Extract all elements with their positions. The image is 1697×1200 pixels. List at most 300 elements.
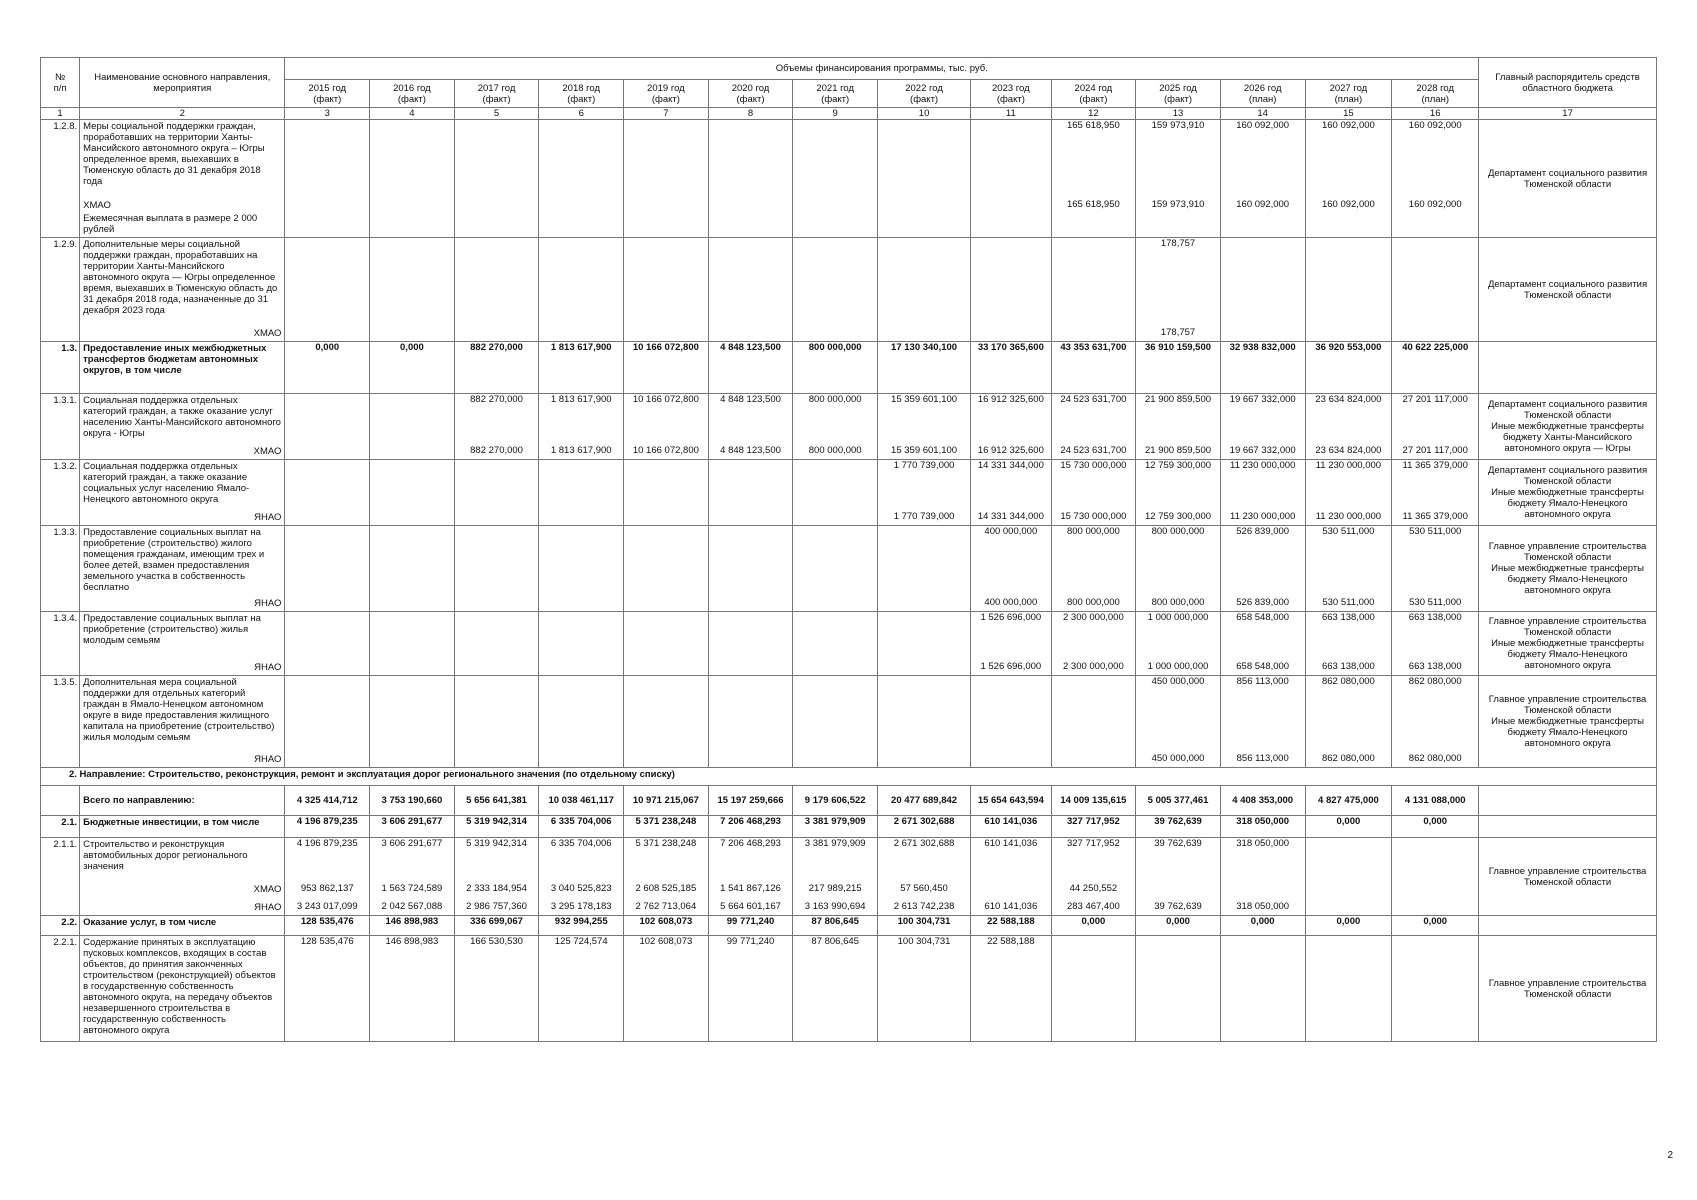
value-cell	[1392, 342, 1479, 394]
department-label: Департамент социального развития Тюменской области Иные межбюджетные трансферты бюджету Ханты-Мансийского автономного округа — Югры	[1487, 399, 1648, 454]
value-total: 4 325 414,712	[296, 795, 358, 806]
year-label: 2021 год (факт)	[816, 82, 855, 105]
value-hmao: 953 862,137	[300, 883, 354, 894]
value-cell	[1051, 342, 1136, 394]
value-region: 160 092,000	[1321, 199, 1375, 210]
column-number	[1220, 108, 1305, 120]
value-total: 10 166 072,800	[632, 342, 699, 353]
department-cell	[1479, 526, 1657, 612]
department-label: Главное управление строительства Тюменской области Иные межбюджетные трансферты бюджету Ямало-Ненецкого автономного округа	[1488, 541, 1647, 596]
value-cell	[1220, 612, 1305, 676]
year-label: 2018 год (факт)	[562, 82, 601, 105]
value-total: 11 365 379,000	[1402, 460, 1468, 471]
value-region: 15 730 000,000	[1060, 511, 1127, 522]
value-cell	[971, 936, 1051, 1042]
value-total: 2 671 302,688	[893, 816, 955, 827]
value-region: 178,757	[1160, 327, 1196, 338]
value-total: 663 138,000	[1321, 612, 1375, 623]
value-cell	[624, 936, 709, 1042]
value-cell	[1220, 460, 1305, 526]
year-label: 2020 год (факт)	[731, 82, 770, 105]
table-row	[41, 342, 1657, 394]
table-row	[41, 676, 1657, 768]
value-cell	[1305, 916, 1392, 936]
value-region: 14 331 344,000	[977, 511, 1044, 522]
value-region: 23 634 824,000	[1315, 445, 1382, 456]
value-total: 10 971 215,067	[632, 795, 699, 806]
item-number-label: 2.1.1.	[53, 839, 78, 850]
value-cell	[1305, 460, 1392, 526]
value-cell	[971, 342, 1051, 394]
value-total: 100 304,731	[897, 916, 951, 927]
value-total: 100 304,731	[897, 936, 951, 947]
value-cell	[971, 676, 1051, 768]
item-name	[80, 786, 285, 816]
value-total: 0,000	[1336, 816, 1361, 827]
name-header	[80, 58, 285, 108]
value-cell	[370, 342, 455, 394]
value-region: 1 526 696,000	[980, 661, 1042, 672]
value-yanao: 2 042 567,088	[381, 901, 443, 912]
value-total: 36 920 553,000	[1315, 342, 1382, 353]
value-total: 400 000,000	[984, 526, 1038, 537]
column-number-label: 16	[1429, 108, 1441, 119]
table-row	[41, 816, 1657, 838]
value-total: 4 848 123,500	[720, 342, 781, 353]
value-cell	[878, 786, 971, 816]
value-cell	[454, 786, 539, 816]
value-cell	[793, 786, 878, 816]
value-region: 1 000 000,000	[1147, 661, 1209, 672]
value-yanao: 3 295 178,183	[550, 901, 612, 912]
value-total: 146 898,983	[385, 916, 439, 927]
item-name-label: Социальная поддержка отдельных категорий граждан, а также оказание социальных услуг населению Ямало-Ненецкого автономного округа	[83, 461, 250, 505]
value-region: 658 548,000	[1236, 661, 1290, 672]
year-header	[1392, 80, 1479, 108]
value-yanao: 2 762 713,064	[635, 901, 697, 912]
department-label: Главное управление строительства Тюменской области	[1488, 865, 1647, 888]
value-total: 102 608,073	[639, 916, 693, 927]
item-name-label: Содержание принятых в эксплуатацию пусковых комплексов, входящих в состав объектов, до принятия законченных строительством (реконструкцией) объектов в государственную собственность автономного округа, на передачу объектов незавершенного строительства в государственную собственность автономного округа	[83, 937, 276, 1036]
item-number	[41, 786, 80, 816]
value-total: 800 000,000	[1066, 526, 1120, 537]
value-total: 862 080,000	[1408, 676, 1462, 687]
value-total: 1 770 739,000	[893, 460, 955, 471]
value-yanao: 318 050,000	[1236, 901, 1290, 912]
region-label: ЯНАО	[254, 512, 282, 523]
item-number-label: 2.2.	[61, 917, 78, 928]
item-number	[41, 120, 80, 238]
value-total: 6 335 704,006	[550, 838, 612, 849]
value-hmao: 2 333 184,954	[466, 883, 527, 894]
value-cell	[1392, 838, 1479, 916]
item-number-label: 1.3.2.	[53, 461, 78, 472]
department-label: Департамент социального развития Тюменской области Иные межбюджетные трансферты бюджету Ямало-Ненецкого автономного округа	[1487, 465, 1648, 520]
value-total: 16 912 325,600	[977, 394, 1044, 405]
value-cell	[285, 676, 370, 768]
department-cell	[1479, 342, 1657, 394]
item-name-label: Предоставление социальных выплат на приобретение (строительство) жилого помещения гражданам, имеющим трех и более детей, взамен предоставления земельного участка в собственность бесплатно	[83, 527, 265, 593]
value-total: 2 671 302,688	[893, 838, 955, 849]
value-cell	[708, 676, 793, 768]
value-total: 15 359 601,100	[891, 394, 958, 405]
value-cell	[624, 394, 709, 460]
value-yanao: 39 762,639	[1154, 901, 1202, 912]
column-number-label: 17	[1562, 108, 1573, 119]
value-cell	[285, 238, 370, 342]
value-region: 800 000,000	[1151, 597, 1205, 608]
item-name-label: Бюджетные инвестиции, в том числе	[83, 817, 260, 828]
value-cell	[1305, 786, 1392, 816]
value-cell	[285, 460, 370, 526]
value-hmao: 2 608 525,185	[635, 883, 697, 894]
value-cell	[624, 238, 709, 342]
value-total: 14 331 344,000	[977, 460, 1044, 471]
value-cell	[370, 916, 455, 936]
value-total: 327 717,952	[1066, 838, 1120, 849]
value-region: 450 000,000	[1151, 753, 1205, 764]
year-label: 2022 год (факт)	[905, 82, 943, 105]
value-cell	[878, 460, 971, 526]
value-total: 178,757	[1160, 238, 1196, 249]
value-cell	[708, 838, 793, 916]
value-total: 4 848 123,500	[720, 394, 781, 405]
value-cell	[1220, 526, 1305, 612]
value-cell	[624, 916, 709, 936]
value-region: 4 848 123,500	[720, 445, 781, 456]
value-total: 40 622 225,000	[1402, 342, 1469, 353]
value-total: 15 654 643,594	[977, 795, 1044, 806]
table-row	[41, 936, 1657, 1042]
value-cell	[793, 838, 878, 916]
value-cell	[1392, 394, 1479, 460]
value-cell	[624, 460, 709, 526]
value-cell	[793, 612, 878, 676]
value-total: 610 141,036	[984, 838, 1038, 849]
value-cell	[878, 526, 971, 612]
column-number-label: 6	[578, 108, 584, 119]
value-total: 3 606 291,677	[381, 816, 443, 827]
value-cell	[1136, 612, 1221, 676]
value-cell	[1136, 526, 1221, 612]
table-row	[41, 394, 1657, 460]
item-number-label: 1.3.1.	[53, 395, 78, 406]
value-total: 3 606 291,677	[381, 838, 443, 849]
value-hmao: 1 563 724,589	[381, 883, 443, 894]
funding-table	[40, 57, 1657, 1042]
column-number-label: 7	[663, 108, 669, 119]
value-cell	[624, 786, 709, 816]
value-total: 160 092,000	[1321, 120, 1375, 131]
year-header	[793, 80, 878, 108]
value-cell	[370, 786, 455, 816]
value-total: 22 588,188	[987, 916, 1035, 927]
value-total: 9 179 606,522	[804, 795, 866, 806]
value-total: 99 771,240	[726, 916, 775, 927]
value-total: 4 827 475,000	[1318, 795, 1379, 806]
column-number	[971, 108, 1051, 120]
value-cell	[454, 394, 539, 460]
department-cell	[1479, 786, 1657, 816]
value-cell	[1136, 816, 1221, 838]
item-name	[80, 916, 285, 936]
table-row	[41, 786, 1657, 816]
value-cell	[1136, 120, 1221, 238]
item-name	[80, 526, 285, 612]
value-cell	[624, 526, 709, 612]
value-cell	[1136, 394, 1221, 460]
value-cell	[1305, 816, 1392, 838]
column-number	[539, 108, 624, 120]
item-name	[80, 816, 285, 838]
value-total: 11 230 000,000	[1230, 460, 1296, 471]
value-cell	[708, 342, 793, 394]
item-number	[41, 342, 80, 394]
value-cell	[1051, 120, 1136, 238]
column-number	[1392, 108, 1479, 120]
value-cell	[971, 816, 1051, 838]
value-cell	[1392, 786, 1479, 816]
item-name-label: Строительство и реконструкция автомобильных дорог регионального значения	[83, 839, 248, 872]
value-total: 862 080,000	[1321, 676, 1375, 687]
value-total: 0,000	[1166, 916, 1190, 927]
value-cell	[1136, 838, 1221, 916]
column-number-label: 13	[1172, 108, 1184, 119]
item-number-label: 1.2.9.	[53, 239, 78, 250]
value-region: 12 759 300,000	[1145, 511, 1212, 522]
value-cell	[1220, 120, 1305, 238]
value-region: 160 092,000	[1236, 199, 1290, 210]
value-cell	[1051, 786, 1136, 816]
value-cell	[539, 526, 624, 612]
value-hmao: 57 560,450	[900, 883, 948, 894]
value-cell	[1220, 676, 1305, 768]
item-number	[41, 612, 80, 676]
department-label: Главное управление строительства Тюменской области Иные межбюджетные трансферты бюджету Ямало-Ненецкого автономного округа	[1488, 694, 1647, 749]
name-label: Наименование основного направления, мероприятия	[94, 71, 271, 94]
value-cell	[1305, 238, 1392, 342]
value-cell	[1305, 526, 1392, 612]
value-cell	[370, 460, 455, 526]
value-cell	[1136, 786, 1221, 816]
value-total: 10 038 461,117	[548, 795, 614, 806]
value-cell	[285, 838, 370, 916]
value-cell	[539, 936, 624, 1042]
value-total: 87 806,645	[811, 916, 859, 927]
value-cell	[1392, 676, 1479, 768]
value-total: 932 994,255	[554, 916, 608, 927]
value-cell	[971, 238, 1051, 342]
item-number	[41, 526, 80, 612]
value-region: 1 813 617,900	[550, 445, 612, 456]
value-region: 11 230 000,000	[1315, 511, 1382, 522]
value-cell	[1051, 838, 1136, 916]
value-total: 610 141,036	[984, 816, 1038, 827]
item-name	[80, 342, 285, 394]
value-cell	[1051, 526, 1136, 612]
value-cell	[1051, 394, 1136, 460]
column-number	[1136, 108, 1221, 120]
column-number-label: 1	[57, 108, 63, 119]
item-name	[80, 936, 285, 1042]
value-cell	[793, 394, 878, 460]
value-total: 128 535,476	[300, 916, 354, 927]
value-total: 3 381 979,909	[804, 838, 866, 849]
value-cell	[370, 120, 455, 238]
value-total: 165 618,950	[1066, 120, 1120, 131]
value-total: 4 131 088,000	[1404, 795, 1466, 806]
region-label: ХМАО	[83, 200, 111, 211]
value-cell	[539, 838, 624, 916]
value-cell	[539, 342, 624, 394]
value-total: 1 000 000,000	[1147, 612, 1209, 623]
value-cell	[971, 526, 1051, 612]
value-total: 128 535,476	[300, 936, 354, 947]
value-cell	[1051, 936, 1136, 1042]
value-cell	[454, 936, 539, 1042]
value-cell	[454, 460, 539, 526]
department-cell	[1479, 676, 1657, 768]
value-total: 36 910 159,500	[1145, 342, 1212, 353]
value-cell	[793, 526, 878, 612]
value-total: 24 523 631,700	[1060, 394, 1127, 405]
item-note: Ежемесячная выплата в размере 2 000 рублей	[83, 213, 258, 235]
value-total: 5 371 238,248	[635, 838, 697, 849]
value-cell	[370, 394, 455, 460]
value-total: 318 050,000	[1236, 838, 1290, 849]
item-name	[80, 394, 285, 460]
value-region: 19 667 332,000	[1229, 445, 1296, 456]
value-region: 1 770 739,000	[893, 511, 955, 522]
value-total: 19 667 332,000	[1229, 394, 1296, 405]
column-number	[80, 108, 285, 120]
column-number	[624, 108, 709, 120]
value-cell	[1136, 460, 1221, 526]
year-label: 2026 год (план)	[1243, 82, 1282, 105]
value-region: 16 912 325,600	[977, 445, 1044, 456]
department-label: Департамент социального развития Тюменской области	[1487, 167, 1648, 190]
num-label: № п/п	[53, 71, 67, 94]
value-total: 87 806,645	[811, 936, 859, 947]
value-total: 33 170 365,600	[977, 342, 1044, 353]
value-region: 21 900 859,500	[1145, 445, 1212, 456]
year-label: 2023 год (факт)	[992, 82, 1030, 105]
value-cell	[454, 526, 539, 612]
item-name-label: Дополнительные меры социальной поддержки граждан, проработавших на территории Ханты-Мансийского автономного округа — Югры определенное время, выехавших в Тюменскую область до 31 декабря 2018 года, назначенные до 31 декабря 2023 года	[83, 239, 278, 316]
year-label: 2027 год (план)	[1329, 82, 1368, 105]
manager-header	[1479, 58, 1657, 108]
table-row	[41, 838, 1657, 916]
value-cell	[370, 816, 455, 838]
department-cell	[1479, 460, 1657, 526]
value-cell	[793, 120, 878, 238]
value-total: 2 300 000,000	[1062, 612, 1124, 623]
value-region: 24 523 631,700	[1060, 445, 1127, 456]
value-cell	[1392, 526, 1479, 612]
value-total: 27 201 117,000	[1402, 394, 1468, 405]
value-total: 0,000	[1336, 916, 1361, 927]
value-region: 862 080,000	[1408, 753, 1462, 764]
value-total: 12 759 300,000	[1145, 460, 1212, 471]
column-number-label: 9	[832, 108, 838, 119]
region-label: ЯНАО	[254, 902, 282, 913]
value-region: 856 113,000	[1236, 753, 1289, 764]
value-cell	[1220, 936, 1305, 1042]
item-name-label: Меры социальной поддержки граждан, проработавших на территории Ханты-Мансийского автономного округа – Югры определенное время, выехавших в Тюменскую область до 31 декабря 2018 года	[83, 121, 265, 187]
value-cell	[454, 120, 539, 238]
value-region: 159 973,910	[1151, 199, 1205, 210]
department-cell	[1479, 816, 1657, 838]
value-total: 14 009 135,615	[1060, 795, 1127, 806]
value-cell	[878, 838, 971, 916]
value-cell	[1392, 816, 1479, 838]
item-name	[80, 120, 285, 238]
value-cell	[454, 838, 539, 916]
value-cell	[539, 394, 624, 460]
value-region: 11 230 000,000	[1230, 511, 1296, 522]
value-total: 1 813 617,900	[550, 394, 612, 405]
year-header	[1136, 80, 1221, 108]
table-row	[41, 120, 1657, 238]
value-total: 658 548,000	[1236, 612, 1290, 623]
value-region: 526 839,000	[1236, 597, 1290, 608]
value-total: 7 206 468,293	[720, 838, 781, 849]
value-total: 5 319 942,314	[466, 816, 527, 827]
section-title-label: 2. Направление: Строительство, реконструкция, ремонт и эксплуатация дорог регионального значения (по отдельному списку)	[69, 769, 675, 780]
value-total: 0,000	[1423, 816, 1448, 827]
item-name-label: Дополнительная мера социальной поддержки для отдельных категорий граждан в Ямало-Ненецком автономном округе в виде предоставления жилищного капитала на приобретение (строительство) жилья молодым семьям	[83, 677, 275, 743]
value-total: 0,000	[1423, 916, 1448, 927]
value-total: 800 000,000	[808, 342, 862, 353]
value-total: 146 898,983	[385, 936, 439, 947]
value-total: 1 526 696,000	[980, 612, 1042, 623]
value-cell	[708, 816, 793, 838]
value-region: 11 365 379,000	[1402, 511, 1468, 522]
value-cell	[793, 816, 878, 838]
value-cell	[370, 838, 455, 916]
year-header	[624, 80, 709, 108]
value-cell	[793, 916, 878, 936]
value-cell	[1136, 238, 1221, 342]
value-total: 7 206 468,293	[720, 816, 781, 827]
item-name-label: Оказание услуг, в том числе	[83, 917, 217, 928]
value-cell	[539, 612, 624, 676]
item-number	[41, 936, 80, 1042]
value-cell	[1051, 816, 1136, 838]
region-label: ЯНАО	[254, 598, 282, 609]
year-label: 2016 год (факт)	[393, 82, 431, 105]
value-cell	[539, 460, 624, 526]
value-cell	[793, 676, 878, 768]
value-cell	[624, 120, 709, 238]
table-row	[41, 460, 1657, 526]
value-cell	[971, 460, 1051, 526]
value-total: 336 699,067	[470, 916, 523, 927]
value-cell	[1136, 676, 1221, 768]
value-cell	[624, 676, 709, 768]
value-cell	[971, 394, 1051, 460]
value-cell	[1220, 816, 1305, 838]
item-name-label: Социальная поддержка отдельных категорий граждан, а также оказание услуг населению Ханты-Мансийского автономного округа - Югры	[83, 395, 281, 439]
value-cell	[971, 838, 1051, 916]
region-label: ХМАО	[253, 328, 282, 339]
value-total: 5 005 377,461	[1147, 795, 1209, 806]
item-number	[41, 394, 80, 460]
value-cell	[1305, 936, 1392, 1042]
value-cell	[1305, 342, 1392, 394]
value-hmao: 1 541 867,126	[720, 883, 781, 894]
value-cell	[971, 612, 1051, 676]
